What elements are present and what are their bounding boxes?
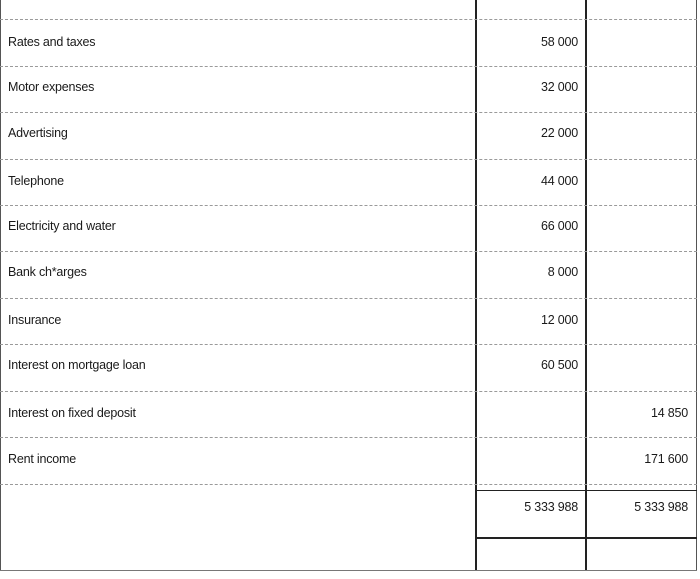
- row-credit-amount: 14 850: [650, 406, 688, 420]
- table-row: [0, 160, 697, 206]
- row-debit-amount: 8 000: [547, 265, 578, 279]
- table-row: [0, 113, 697, 160]
- row-description: Rates and taxes: [8, 35, 96, 49]
- total-double-rule: [475, 537, 697, 539]
- row-description: Interest on mortgage loan: [8, 358, 146, 372]
- row-debit-amount: 44 000: [540, 174, 578, 188]
- table-row: [0, 299, 697, 345]
- row-debit-amount: 22 000: [540, 126, 578, 140]
- table-row: [0, 67, 697, 113]
- table-top-row: [0, 0, 697, 20]
- table-row: [0, 392, 697, 438]
- row-debit-amount: 12 000: [540, 313, 578, 327]
- row-description: Advertising: [8, 126, 68, 140]
- table-row: [0, 206, 697, 252]
- table-row: [0, 252, 697, 299]
- row-credit-amount: 171 600: [644, 452, 688, 466]
- row-description: Electricity and water: [8, 219, 116, 233]
- table-row: [0, 20, 697, 67]
- table-bottom-border: [0, 570, 697, 571]
- row-debit-amount: 66 000: [540, 219, 578, 233]
- row-description: Bank ch*arges: [8, 265, 87, 279]
- row-description: Insurance: [8, 313, 62, 327]
- row-debit-amount: 32 000: [540, 80, 578, 94]
- row-description: Motor expenses: [8, 80, 95, 94]
- row-description: Interest on fixed deposit: [8, 406, 136, 420]
- row-debit-amount: 60 500: [540, 358, 578, 372]
- row-description: Telephone: [8, 174, 64, 188]
- total-debit-amount: 5 333 988: [524, 500, 578, 514]
- table-row: [0, 438, 697, 485]
- row-description: Rent income: [8, 452, 76, 466]
- table-row: [0, 345, 697, 392]
- row-debit-amount: 58 000: [540, 35, 578, 49]
- totals-row: [0, 485, 697, 531]
- total-credit-amount: 5 333 988: [634, 500, 688, 514]
